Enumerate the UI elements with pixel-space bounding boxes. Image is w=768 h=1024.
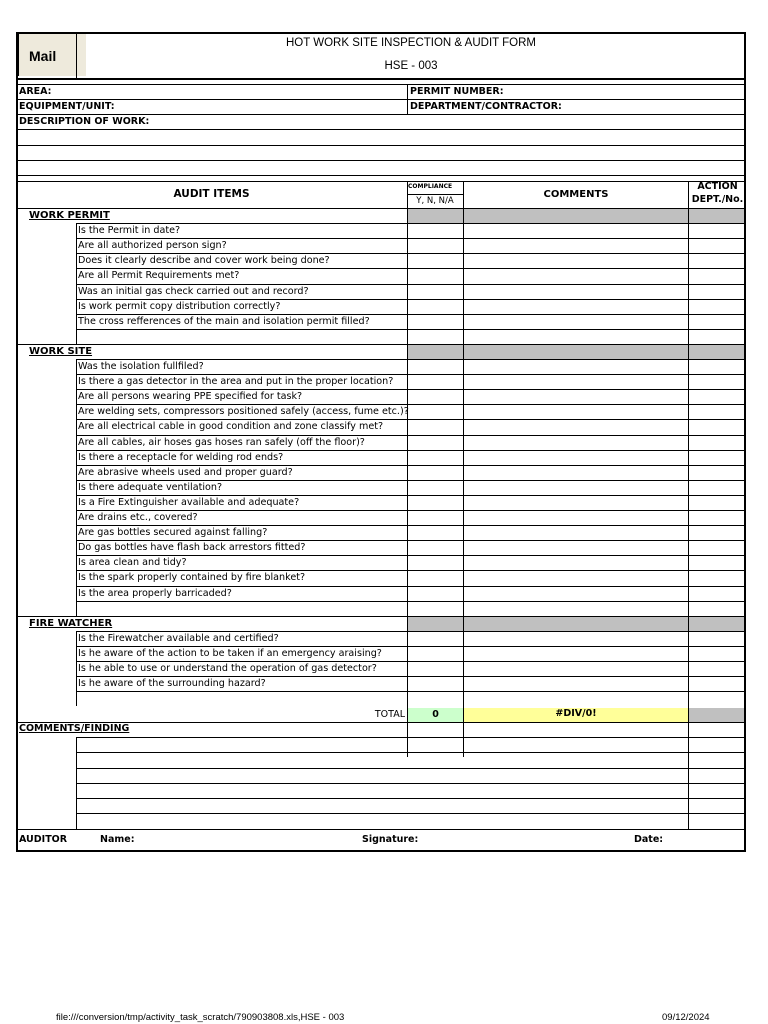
section-comments-fill xyxy=(464,617,688,631)
audit-question: Is area clean and tidy? xyxy=(78,557,187,569)
audit-question: Are all persons wearing PPE specified for task? xyxy=(78,391,303,403)
section-compliance-fill xyxy=(408,209,463,223)
audit-question: Is a Fire Extinguisher available and adequate? xyxy=(78,496,300,508)
total-comments-value: #DIV/0! xyxy=(555,708,597,719)
audit-question: Is the area properly barricaded? xyxy=(78,587,232,599)
audit-question: Was the isolation fullfiled? xyxy=(78,361,204,372)
action-header: ACTION xyxy=(697,181,738,192)
total-label: TOTAL xyxy=(374,709,405,720)
audit-question: Does it clearly describe and cover work being done? xyxy=(78,255,330,267)
section-title: WORK SITE xyxy=(29,345,93,357)
audit-question: Do gas bottles have flash back arrestors fitted? xyxy=(78,542,306,554)
comments-finding-label: COMMENTS/FINDING xyxy=(19,723,130,734)
footer-path: file:///conversion/tmp/activity_task_scratch/790903808.xls,HSE - 003 xyxy=(56,1012,345,1023)
section-action-fill xyxy=(689,345,744,359)
audit-question: Are gas bottles secured against falling? xyxy=(78,527,268,539)
section-action-fill xyxy=(689,617,744,631)
date-label: Date: xyxy=(634,834,664,845)
total-action-cell xyxy=(689,708,744,722)
signature-label: Signature: xyxy=(362,834,419,845)
equipment-label: EQUIPMENT/UNIT: xyxy=(19,101,115,112)
compliance-header: COMPLIANCE xyxy=(408,183,453,190)
section-comments-fill xyxy=(464,345,688,359)
form-title: HOT WORK SITE INSPECTION & AUDIT FORM xyxy=(285,37,537,49)
auditor-label: AUDITOR xyxy=(19,834,68,845)
section-compliance-fill xyxy=(408,345,463,359)
total-compliance-value: 0 xyxy=(432,709,439,720)
audit-question: Was an initial gas check carried out and record? xyxy=(78,285,309,297)
audit-question: The cross refferences of the main and isolation permit filled? xyxy=(78,315,370,327)
audit-question: Is there adequate ventilation? xyxy=(78,481,223,493)
audit-question: Is he able to use or understand the operation of gas detector? xyxy=(78,663,377,674)
section-comments-fill xyxy=(464,209,688,223)
section-title: FIRE WATCHER xyxy=(29,617,113,629)
audit-question: Are drains etc., covered? xyxy=(78,512,198,523)
inspection-form xyxy=(16,32,746,852)
audit-question: Is he aware of the action to be taken if an emergency araising? xyxy=(78,647,382,659)
audit-question: Are all Permit Requirements met? xyxy=(78,270,240,282)
audit-question: Are welding sets, compressors positioned safely (access, fume etc.)? xyxy=(78,406,409,418)
form-code: HSE - 003 xyxy=(384,60,438,72)
permit-number-label: PERMIT NUMBER: xyxy=(410,86,504,97)
logo-text: Mail xyxy=(29,48,57,64)
section-compliance-fill xyxy=(408,617,463,631)
section-action-fill xyxy=(689,209,744,223)
audit-question: Is the Permit in date? xyxy=(78,225,181,237)
audit-question: Is there a gas detector in the area and put in the proper location? xyxy=(78,376,394,388)
dept-no-header: DEPT./No. xyxy=(691,194,744,205)
audit-question: Are all authorized person sign? xyxy=(78,240,227,252)
name-label: Name: xyxy=(100,834,135,845)
audit-items-header: AUDIT ITEMS xyxy=(173,188,250,200)
comments-header: COMMENTS xyxy=(543,189,609,200)
description-label: DESCRIPTION OF WORK: xyxy=(19,116,150,127)
audit-question: Are all cables, air hoses gas hoses ran safely (off the floor)? xyxy=(78,436,365,448)
audit-question: Is the spark properly contained by fire blanket? xyxy=(78,572,306,584)
audit-question: Is the Firewatcher available and certified? xyxy=(78,632,279,644)
audit-question: Are abrasive wheels used and proper guard? xyxy=(78,466,293,478)
audit-question: Is he aware of the surrounding hazard? xyxy=(78,678,266,690)
section-title: WORK PERMIT xyxy=(29,210,110,221)
audit-question: Is there a receptacle for welding rod ends? xyxy=(78,451,284,463)
audit-question: Is work permit copy distribution correctly? xyxy=(78,300,281,312)
compliance-values-header: Y, N, N/A xyxy=(416,196,454,206)
audit-question: Are all electrical cable in good condition and zone classify met? xyxy=(78,421,384,433)
footer-date: 09/12/2024 xyxy=(662,1012,710,1023)
area-label: AREA: xyxy=(19,86,52,97)
department-label: DEPARTMENT/CONTRACTOR: xyxy=(410,101,562,112)
